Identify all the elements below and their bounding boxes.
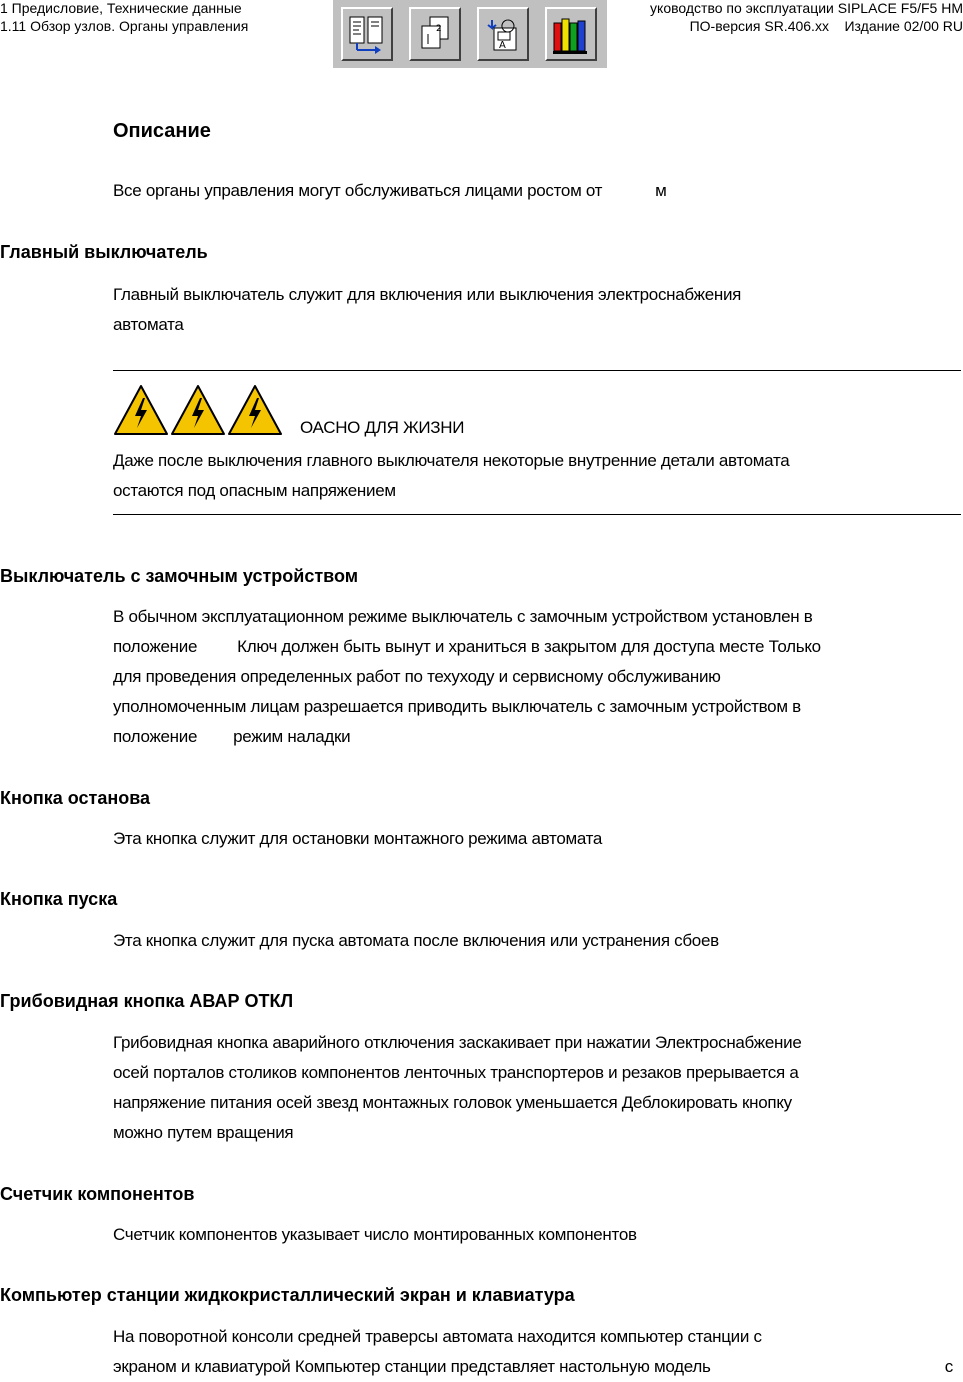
pages-button[interactable] bbox=[409, 7, 461, 61]
key-switch-line4: уполномоченным лицам разрешается приводить выключатель с замочным устройством в bbox=[113, 697, 801, 716]
search-document-button[interactable] bbox=[477, 7, 529, 61]
header-chapter: 1 Предисловие, Технические данные bbox=[0, 0, 242, 16]
counter-text: Счетчик компонентов указывает число монтированных компонентов bbox=[113, 1225, 637, 1244]
contents-icon bbox=[348, 14, 386, 54]
key-switch-line2 bbox=[113, 632, 961, 662]
key-switch-heading: Выключатель с замочным устройством bbox=[0, 566, 359, 586]
key-switch-line5-part1: положение bbox=[113, 727, 198, 746]
warning-top-rule bbox=[113, 370, 961, 371]
warning-line2: остаются под опасным напряжением bbox=[113, 481, 396, 500]
emergency-line3: напряжение питания осей звезд монтажных головок уменьшается Деблокировать кнопку bbox=[113, 1093, 792, 1112]
svg-text:2: 2 bbox=[436, 24, 442, 34]
computer-line2 bbox=[113, 1352, 961, 1382]
main-switch-line1: Главный выключатель служит для включения или выключения электроснабжения bbox=[113, 285, 742, 304]
counter-heading: Счетчик компонентов bbox=[0, 1184, 195, 1204]
start-button-heading: Кнопка пуска bbox=[0, 889, 118, 909]
key-switch-line5 bbox=[113, 722, 961, 752]
library-button[interactable] bbox=[545, 7, 597, 61]
library-books-icon bbox=[551, 13, 591, 55]
main-switch-line2: автомата bbox=[113, 315, 184, 334]
key-switch-line2-part1: положение bbox=[113, 637, 198, 656]
header-manual-title: уководство по эксплуатации SIPLACE F5/F5 HM bbox=[650, 0, 963, 16]
emergency-line2: осей порталов столиков компонентов ленточных транспортеров и резаков прерывается а bbox=[113, 1063, 799, 1082]
contents-button[interactable] bbox=[341, 7, 393, 61]
start-button-text: Эта кнопка служит для пуска автомата после включения или устранения сбоев bbox=[113, 931, 719, 950]
pages-icon bbox=[416, 14, 454, 54]
intro-text bbox=[113, 176, 961, 206]
high-voltage-icon bbox=[170, 384, 226, 436]
emergency-heading: Грибовидная кнопка АВАР ОТКЛ bbox=[0, 991, 294, 1011]
key-switch-line3: для проведения определенных работ по техуходу и сервисному обслуживанию bbox=[113, 667, 721, 686]
intro-text-part1: Все органы управления могут обслуживаться лицами ростом от bbox=[113, 181, 603, 200]
intro-title: Описание bbox=[113, 120, 211, 142]
computer-heading: Компьютер станции жидкокристаллический экран и клавиатура bbox=[0, 1285, 575, 1305]
search-document-icon bbox=[484, 14, 522, 54]
svg-text:A: A bbox=[499, 40, 506, 51]
high-voltage-icon bbox=[227, 384, 283, 436]
navigation-toolbar bbox=[333, 0, 607, 68]
emergency-line4: можно путем вращения bbox=[113, 1123, 294, 1142]
key-switch-line5-part2: режим наладки bbox=[233, 727, 351, 746]
key-switch-line1: В обычном эксплуатационном режиме выключатель с замочным устройством установлен в bbox=[113, 607, 813, 626]
emergency-line1: Грибовидная кнопка аварийного отключения заскакивает при нажатии Электроснабжение bbox=[113, 1033, 802, 1052]
computer-line2-part2: с bbox=[944, 1357, 953, 1376]
main-switch-heading: Главный выключатель bbox=[0, 242, 208, 262]
stop-button-heading: Кнопка останова bbox=[0, 788, 151, 808]
computer-line1: На поворотной консоли средней траверсы автомата находится компьютер станции с bbox=[113, 1327, 762, 1346]
key-switch-line2-part2: Ключ должен быть вынут и храниться в закрытом для доступа месте Только bbox=[237, 637, 821, 656]
warning-bottom-rule bbox=[113, 514, 961, 515]
header-version: ПО-версия SR.406.xx Издание 02/00 RU bbox=[689, 18, 963, 34]
stop-button-text: Эта кнопка служит для остановки монтажного режима автомата bbox=[113, 829, 603, 848]
warning-line1: Даже после выключения главного выключателя некоторые внутренние детали автомата bbox=[113, 451, 790, 470]
header-section: 1.11 Обзор узлов. Органы управления bbox=[0, 18, 249, 34]
warning-title: ОАСНО ДЛЯ ЖИЗНИ bbox=[300, 418, 465, 437]
computer-line2-part1: экраном и клавиатурой Компьютер станции представляет настольную модель bbox=[113, 1357, 711, 1376]
intro-text-part2: м bbox=[655, 181, 667, 200]
high-voltage-icon bbox=[113, 384, 169, 436]
